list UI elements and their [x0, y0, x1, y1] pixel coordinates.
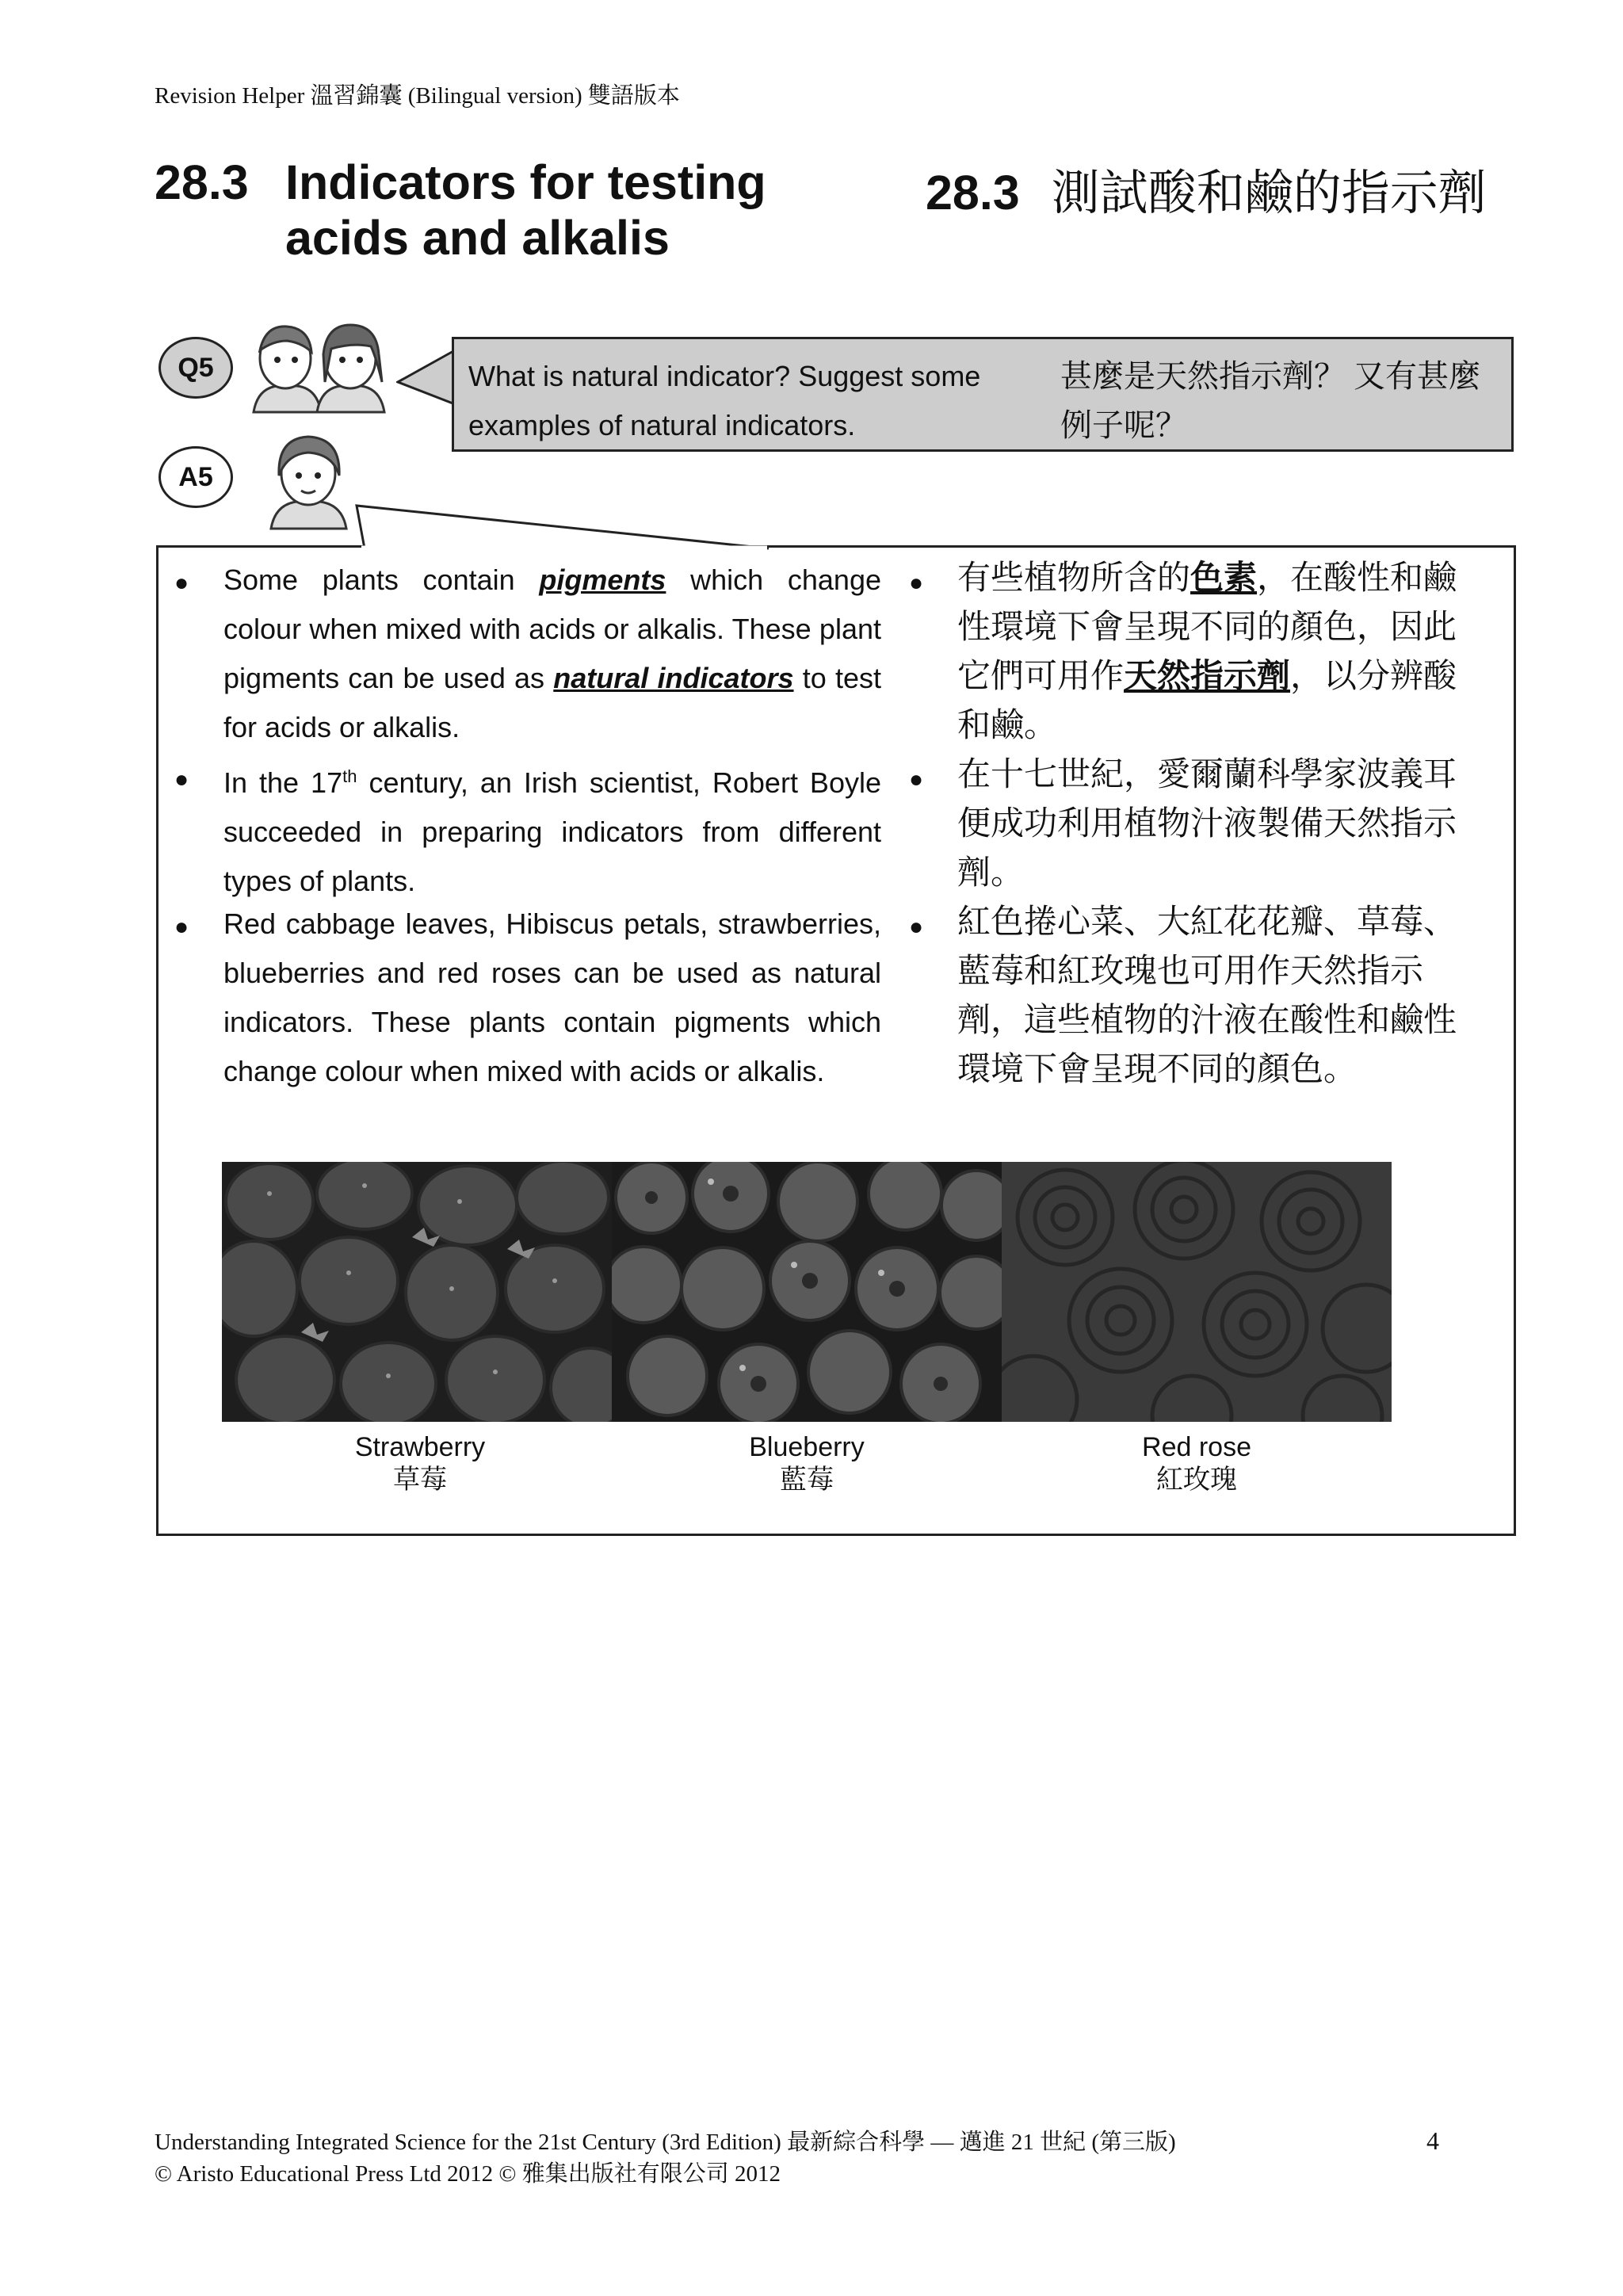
text: ，在酸性和鹼性環境下會呈現不同的顏色，因此它們可用作 — [957, 560, 1457, 695]
footer-line-1: Understanding Integrated Science for the 21st Century (3rd Edition) 最新綜合科學 — 邁進 21 世紀 (第三版) — [155, 2130, 1176, 2155]
page-footer — [155, 2126, 1176, 2190]
answer-en-2 — [223, 752, 881, 906]
superscript: th — [342, 766, 357, 786]
question-zh: 甚麼是天然指示劑？ 又有甚麼例子呢？ — [1060, 358, 1480, 443]
bullet: ● — [174, 570, 189, 596]
question-en: What is natural indicator? Suggest some examples of natural indicators. — [468, 360, 981, 441]
text: In the 17 — [223, 766, 343, 799]
caption-en: Strawberry — [354, 1432, 486, 1462]
answer-en-3: Red cabbage leaves, Hibiscus petals, strawberries, blueberries and red roses can be used as natural indicators. These plants contain pigments which change colour when mixed with acids or alkalis. — [223, 907, 881, 1087]
keyword-pigments-zh: 色素 — [1190, 560, 1258, 597]
page-number: 4 — [1426, 2126, 1439, 2155]
blueberry-photo — [612, 1162, 1002, 1422]
red-rose-photo — [1002, 1162, 1392, 1422]
caption-zh: 藍莓 — [780, 1465, 834, 1495]
text: Some plants contain — [223, 563, 540, 596]
caption-zh: 草莓 — [393, 1465, 447, 1495]
section-title-zh — [926, 155, 1487, 223]
q5-badge: Q5 — [158, 337, 233, 399]
bullet: ● — [174, 914, 189, 940]
text: century, an Irish scientist, Robert Boyle succeeded in preparing indicators from different types of plants. — [223, 766, 881, 897]
a5-badge: A5 — [158, 446, 233, 508]
caption-red-rose — [1078, 1431, 1316, 1497]
section-number-zh: 28.3 — [926, 166, 1020, 220]
bullet: ● — [909, 914, 924, 940]
bullet: ● — [909, 570, 924, 596]
answer-zh-1 — [957, 554, 1488, 751]
question-bubble-tail — [396, 349, 456, 420]
caption-blueberry — [688, 1431, 926, 1497]
strawberry-photo — [222, 1162, 612, 1422]
text: which change colour when mixed with acids or alkalis. These plant pigments can be used as — [223, 563, 881, 694]
keyword-pigments: pigments — [539, 563, 666, 596]
bullet: ● — [174, 766, 189, 793]
text: ，以分辨酸和鹼。 — [957, 659, 1457, 744]
bullet: ● — [909, 766, 924, 793]
students-illustration — [230, 319, 396, 418]
teacher-illustration — [263, 432, 354, 531]
keyword-natural-indicators-zh: 天然指示劑 — [1124, 659, 1291, 695]
caption-en: Blueberry — [749, 1432, 865, 1462]
caption-strawberry — [301, 1431, 539, 1497]
page-header: Revision Helper 溫習錦囊 (Bilingual version) 雙語版本 — [155, 83, 680, 109]
answer-zh-3: 紅色捲心菜、大紅花花瓣、草莓、藍莓和紅玫瑰也可用作天然指示劑，這些植物的汁液在酸性和鹼性環境下會呈現不同的顏色。 — [957, 904, 1457, 1088]
text: to test for acids or alkalis. — [223, 662, 881, 743]
answer-en-1 — [223, 556, 881, 752]
question-box — [452, 337, 1514, 452]
answer-bubble-tail — [349, 499, 777, 550]
keyword-natural-indicators: natural indicators — [553, 662, 794, 694]
section-number-en: 28.3 — [155, 155, 249, 209]
caption-en: Red rose — [1142, 1432, 1251, 1462]
caption-zh: 紅玫瑰 — [1156, 1465, 1237, 1495]
section-title-zh-text: 測試酸和鹼的指示劑 — [1051, 166, 1487, 220]
section-title-en: Indicators for testing acids and alkalis — [285, 155, 766, 265]
text: 有些植物所含的 — [957, 560, 1191, 597]
answer-zh-2: 在十七世紀，愛爾蘭科學家波義耳便成功利用植物汁液製備天然指示劑。 — [957, 757, 1457, 892]
footer-line-2: © Aristo Educational Press Ltd 2012 © 雅集出版社有限公司 2012 — [155, 2161, 781, 2187]
